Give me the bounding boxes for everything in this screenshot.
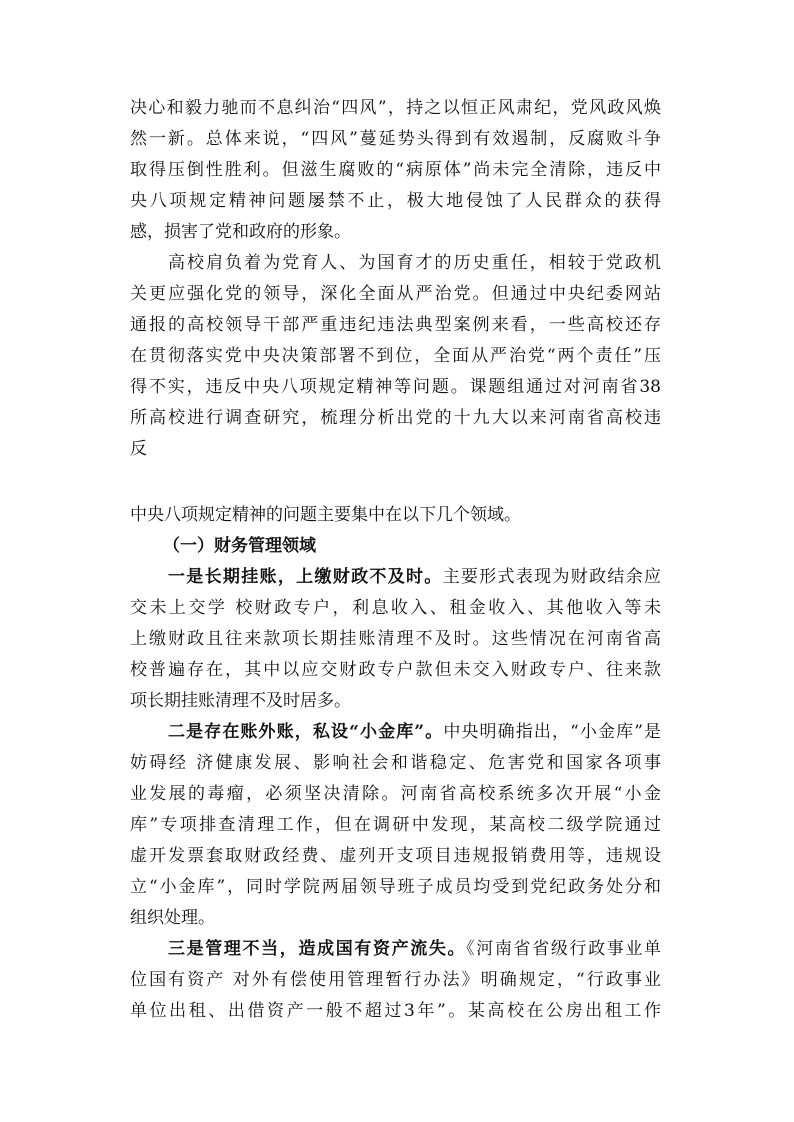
- text-line: [130, 372, 661, 403]
- text-line: [130, 903, 661, 934]
- line-text: 库”专项排查清理工作，但在调研中发现，某高校二级学院通过: [130, 814, 661, 835]
- line-text: 交未上交学 校财政专户，利息收入、租金收入、其他收入等未: [130, 597, 661, 618]
- text-line: [130, 748, 661, 779]
- bold-lead-sentence: 二是存在账外账，私设“小金库”。: [168, 721, 444, 742]
- line-text: 妨碍经 济健康发展、影响社会和谐稳定、危害党和国家各项事: [130, 752, 661, 773]
- text-line: [130, 217, 661, 248]
- line-text: 所高校进行调查研究，梳理分析出党的十九大以来河南省高校违: [130, 407, 661, 428]
- line-text: 组织处理。: [130, 907, 215, 928]
- text-line: [130, 341, 661, 372]
- text-line: [130, 841, 661, 872]
- text-line: [130, 965, 661, 996]
- line-text: 项长期挂账清理不及时居多。: [130, 690, 351, 711]
- line-text: 关更应强化党的领导，深化全面从严治党。但通过中央纪委网站: [130, 283, 661, 304]
- text-line: [130, 186, 661, 217]
- text-line: [130, 155, 661, 186]
- line-text: 央八项规定精神问题屡禁不止，极大地侵蚀了人民群众的获得: [130, 190, 661, 211]
- line-text: 感，损害了党和政府的形象。: [130, 221, 351, 242]
- text-line: [130, 93, 661, 124]
- text-line: [130, 593, 661, 624]
- line-text: 立“小金库”，同时学院两届领导班子成员均受到党纪政务处分和: [130, 876, 661, 897]
- text-line: [130, 279, 661, 310]
- text-line: [130, 624, 661, 655]
- line-text: 主要形式表现为财政结余应: [442, 566, 662, 587]
- line-text: 单位出租、出借资产一般不超过3年”。某高校在公房出租工作: [130, 1000, 661, 1021]
- text-line: [130, 124, 661, 155]
- line-text: 中央八项规定精神的问题主要集中在以下几个领域。: [130, 504, 521, 525]
- line-text: 中央明确指出，“小金库”是: [443, 721, 661, 742]
- line-text: 反: [130, 438, 147, 459]
- text-line: [130, 810, 661, 841]
- line-text: （一）财务管理领域: [163, 535, 316, 556]
- line-text: 虚开发票套取财政经费、虚列开支项目违规报销费用等，违规设: [130, 845, 661, 866]
- text-line: [130, 310, 661, 341]
- line-text: 决心和毅力驰而不息纠治“四风”，持之以恒正风肃纪，党风政风焕: [130, 97, 661, 118]
- text-line: [168, 562, 661, 593]
- line-text: 取得压倒性胜利。但滋生腐败的“病原体”尚未完全清除，违反中: [130, 159, 661, 180]
- line-text: 上缴财政且往来款项长期挂账清理不及时。这些情况在河南省高: [130, 628, 661, 649]
- text-line: [130, 500, 661, 531]
- line-text: 位国有资产 对外有偿使用管理暂行办法》明确规定，“行政事业: [130, 969, 661, 990]
- line-text: 《河南省省级行政事业单: [466, 938, 662, 959]
- line-text: 校普遍存在，其中以应交财政专户款但未交入财政专户、往来款: [130, 659, 661, 680]
- text-line: [130, 779, 661, 810]
- text-line: [168, 248, 661, 279]
- text-line: [130, 403, 661, 434]
- text-line: [130, 655, 661, 686]
- text-line: [168, 934, 661, 965]
- line-text: 通报的高校领导干部严重违纪违法典型案例来看，一些高校还存: [130, 314, 661, 335]
- bold-lead-sentence: 三是管理不当，造成国有资产流失。: [168, 938, 467, 959]
- text-line: [130, 996, 661, 1027]
- line-text: 得不实，违反中央八项规定精神等问题。课题组通过对河南省38: [130, 376, 661, 397]
- text-line: [130, 434, 661, 465]
- text-line: [168, 717, 661, 748]
- bold-lead-sentence: 一是长期挂账，上缴财政不及时。: [168, 566, 443, 587]
- text-line: [130, 686, 661, 717]
- section-heading: [163, 531, 316, 562]
- line-text: 在贯彻落实党中央决策部署不到位，全面从严治党“两个责任”压: [130, 345, 661, 366]
- line-text: 然一新。总体来说，“四风”蔓延势头得到有效遏制，反腐败斗争: [130, 128, 661, 149]
- line-text: 业发展的毒瘤，必须坚决清除。河南省高校系统多次开展“小金: [130, 783, 661, 804]
- line-text: 高校肩负着为党育人、为国育才的历史重任，相较于党政机: [168, 252, 661, 273]
- text-line: [130, 872, 661, 903]
